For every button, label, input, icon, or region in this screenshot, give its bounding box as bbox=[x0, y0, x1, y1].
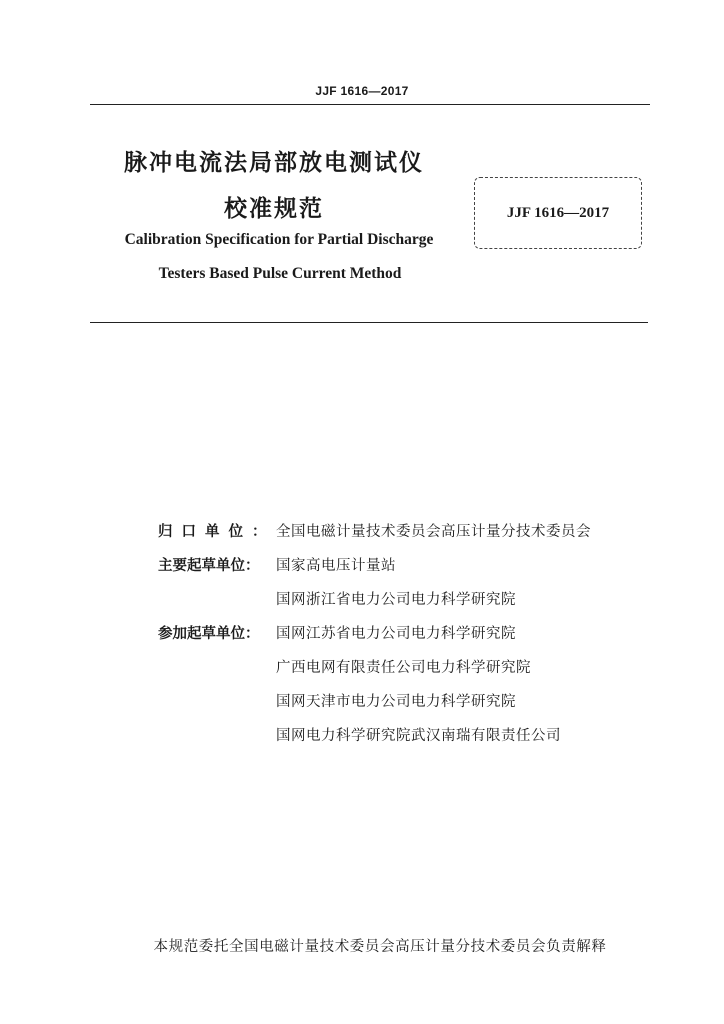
org-value: 全国电磁计量技术委员会高压计量分技术委员会 bbox=[276, 524, 591, 540]
org-value: 国网江苏省电力公司电力科学研究院 bbox=[276, 626, 516, 642]
org-value: 国网浙江省电力公司电力科学研究院 bbox=[276, 592, 516, 608]
org-label: 归口单位： bbox=[158, 524, 276, 540]
org-row bbox=[158, 554, 678, 588]
org-value: 国网天津市电力公司电力科学研究院 bbox=[276, 694, 516, 710]
org-row bbox=[158, 656, 678, 690]
footer-note: 本规范委托全国电磁计量技术委员会高压计量分技术委员会负责解释 bbox=[153, 939, 607, 955]
organization-block bbox=[158, 520, 678, 758]
code-box bbox=[474, 177, 642, 249]
org-label: 参加起草单位： bbox=[158, 626, 260, 642]
top-rule bbox=[90, 104, 650, 105]
org-value: 国网电力科学研究院武汉南瑞有限责任公司 bbox=[276, 728, 561, 744]
title-cn-line1: 脉冲电流法局部放电测试仪 bbox=[124, 150, 424, 176]
org-row bbox=[158, 622, 678, 656]
org-row bbox=[158, 724, 678, 758]
middle-rule bbox=[90, 322, 648, 323]
org-row bbox=[158, 588, 678, 622]
org-row bbox=[158, 520, 678, 554]
code-box-text: JJF 1616—2017 bbox=[506, 204, 610, 221]
org-row bbox=[158, 690, 678, 724]
org-value: 广西电网有限责任公司电力科学研究院 bbox=[276, 660, 531, 676]
title-en-line2: Testers Based Pulse Current Method bbox=[158, 265, 402, 282]
org-label: 主要起草单位： bbox=[158, 558, 260, 574]
header-code: JJF 1616—2017 bbox=[315, 84, 409, 98]
title-en-line1: Calibration Specification for Partial Discharge bbox=[124, 231, 434, 248]
title-cn-line2: 校准规范 bbox=[224, 196, 324, 222]
org-value: 国家高电压计量站 bbox=[276, 558, 396, 574]
